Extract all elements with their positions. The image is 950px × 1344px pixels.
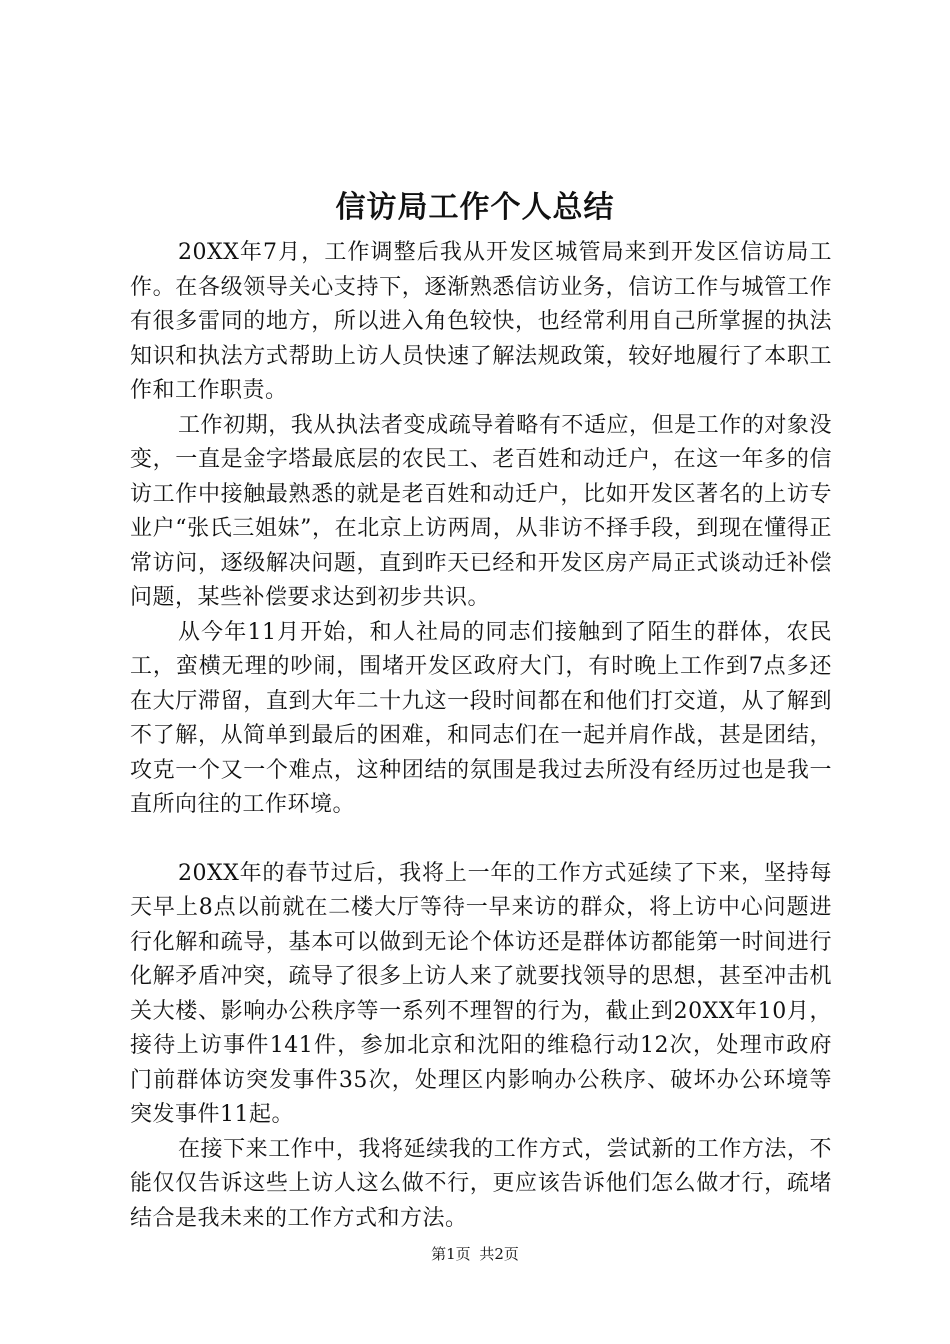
document-title: 信访局工作个人总结 — [335, 190, 615, 225]
paragraph-3: 从今年11月开始，和人社局的同志们接触到了陌生的群体，农民工，蛮横无理的吵闹，围堵开发区政府大门，有时晚上工作到7点多还在大厅滞留，直到大年二十九这一段时间都在和他们打交道，从了解到不了解，从简单到最后的困难，和同志们在一起并肩作战，甚是团结，攻克一个又一个难点，这种团结的氛围是我过去所没有经历过也是我一直所向往的工作环境。 — [130, 619, 832, 817]
document-body — [130, 236, 832, 1236]
page-number-current: 第1页 — [431, 1245, 471, 1263]
page-number-total: 共2页 — [479, 1245, 519, 1263]
paragraph-2: 工作初期，我从执法者变成疏导着略有不适应，但是工作的对象没变，一直是金字塔最底层的农民工、老百姓和动迁户，在这一年多的信访工作中接触最熟悉的就是老百姓和动迁户，比如开发区著名的上访专业户“张氏三姐妹”，在北京上访两周，从非访不择手段，到现在懂得正常访问，逐级解决问题，直到昨天已经和开发区房产局正式谈动迁补偿问题，某些补偿要求达到初步共识。 — [130, 412, 832, 610]
paragraph-4: 20XX年的春节过后，我将上一年的工作方式延续了下来，坚持每天早上8点以前就在二楼大厅等待一早来访的群众，将上访中心问题进行化解和疏导，基本可以做到无论个体访还是群体访都能第一时间进行化解矛盾冲突，疏导了很多上访人来了就要找领导的思想，甚至冲击机关大楼、影响办公秩序等一系列不理智的行为，截止到20XX年10月，接待上访事件141件，参加北京和沈阳的维稳行动12次，处理市政府门前群体访突发事件35次，处理区内影响办公秩序、破坏办公环境等突发事件11起。 — [130, 860, 832, 1127]
paragraph-1: 20XX年7月，工作调整后我从开发区城管局来到开发区信访局工作。在各级领导关心支持下，逐渐熟悉信访业务，信访工作与城管工作有很多雷同的地方，所以进入角色较快，也经常利用自己所掌握的执法知识和执法方式帮助上访人员快速了解法规政策，较好地履行了本职工作和工作职责。 — [130, 240, 832, 403]
page-footer — [0, 1244, 950, 1264]
paragraph-5: 在接下来工作中，我将延续我的工作方式，尝试新的工作方法，不能仅仅告诉这些上访人这么做不行，更应该告诉他们怎么做才行，疏堵结合是我未来的工作方式和方法。 — [130, 1136, 832, 1231]
